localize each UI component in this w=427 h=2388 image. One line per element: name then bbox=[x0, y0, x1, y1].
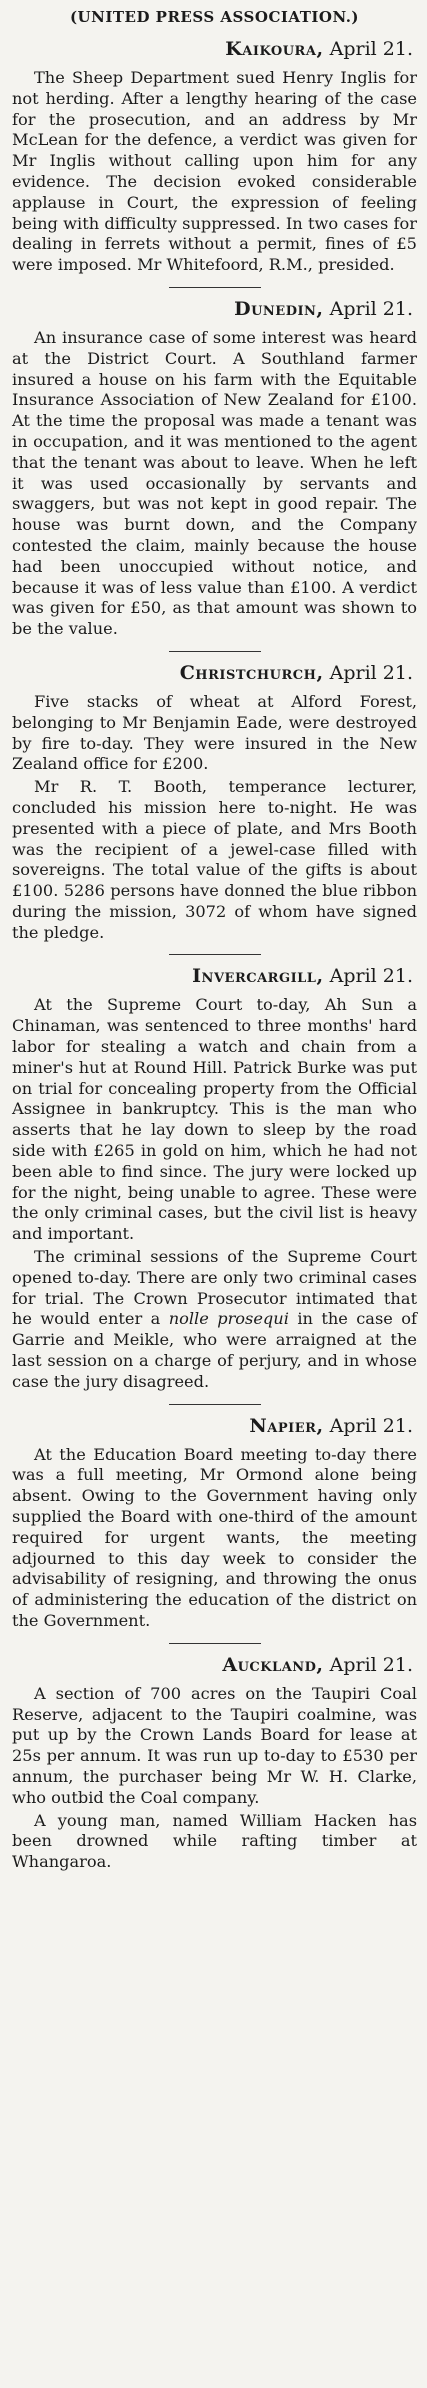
paragraph: At the Supreme Court to-day, Ah Sun a Chinaman, was sentenced to three months' hard labor for stealing a watch and chain from a miner's hut at Round Hill. Patrick Burke was put on trial for concealing property from the Official Assignee in bankruptcy. This is the man who asserts that he lay down to sleep by the road side with £265 in gold on him, which he had not been able to find since. The jury were locked up for the night, being unable to agree. These were the only criminal cases, but the civil list is heavy and important. bbox=[12, 995, 417, 1244]
dateline-auckland bbox=[12, 1654, 413, 1676]
dateline-date: April 21. bbox=[329, 661, 413, 684]
paragraph: A young man, named William Hacken has been drowned while rafting timber at Whangaroa. bbox=[12, 1810, 417, 1872]
paragraph: An insurance case of some interest was heard at the District Court. A Southland farmer insured a house on his farm with the Equitable Insurance Association of New Zealand for £100. At the time the proposal was made a tenant was in occupation, and it was mentioned to the agent that the tenant was about to leave. When he left it was used occasionally by servants and swaggers, but was not kept in good repair. The house was burnt down, and the Company contested the claim, mainly because the house had been unoccupied without notice, and because it was of less value than £100. A verdict was given for £50, as that amount was shown to be the value. bbox=[12, 327, 417, 639]
dateline-date: April 21. bbox=[329, 1653, 413, 1676]
paragraph: A section of 700 acres on the Taupiri Coal Reserve, adjacent to the Taupiri coalmine, was put up by the Crown Lands Board for lease at 25s per annum. It was run up to-day to £530 per annum, the purchaser being Mr W. H. Clarke, who outbid the Coal company. bbox=[12, 1683, 417, 1807]
section-divider bbox=[169, 954, 261, 955]
agency-heading: (UNITED PRESS ASSOCIATION.) bbox=[69, 8, 360, 26]
dateline-date: April 21. bbox=[329, 297, 413, 320]
paragraph: The criminal sessions of the Supreme Court opened to-day. There are only two criminal cases for trial. The Crown Prosecutor intimated that he would enter a nolle prosequi in the case of Garrie and Meikle, who were arraigned at the last session on a charge of perjury, and in whose case the jury disagreed. bbox=[12, 1247, 417, 1391]
dateline-place: Christchurch, bbox=[179, 661, 324, 684]
dateline-date: April 21. bbox=[329, 1414, 413, 1437]
dateline-kaikoura bbox=[12, 38, 413, 60]
dateline-invercargill bbox=[12, 965, 413, 987]
legal-phrase: nolle prosequi bbox=[168, 1309, 289, 1329]
dateline-date: April 21. bbox=[329, 38, 413, 60]
dateline-napier bbox=[12, 1415, 413, 1437]
dateline-christchurch bbox=[12, 662, 413, 684]
dateline-place: Dunedin, bbox=[234, 297, 324, 320]
section-divider bbox=[169, 651, 261, 652]
section-divider bbox=[169, 1404, 261, 1405]
section-divider bbox=[169, 1643, 261, 1644]
dateline-place: Auckland, bbox=[222, 1653, 324, 1676]
paragraph: Five stacks of wheat at Alford Forest, belonging to Mr Benjamin Eade, were destroyed by fire to-day. They were insured in the New Zealand office for £200. bbox=[12, 691, 417, 774]
dateline-place: Invercargill, bbox=[192, 965, 324, 988]
paragraph: Mr R. T. Booth, temperance lecturer, concluded his mission here to-night. He was presented with a piece of plate, and Mrs Booth was the recipient of a jewel-case filled with sovereigns. The total value of the gifts is about £100. 5286 persons have donned the blue ribbon during the mission, 3072 of whom have signed the pledge. bbox=[12, 777, 417, 942]
paragraph: The Sheep Department sued Henry Inglis for not herding. After a lengthy hearing of the case for the prosecution, and an address by Mr McLean for the defence, a verdict was given for Mr Inglis without calling upon him for any evidence. The decision evoked considerable applause in Court, the expression of feeling being with difficulty suppressed. In two cases for dealing in ferrets without a permit, fines of £5 were imposed. Mr Whitefoord, R.M., presided. bbox=[12, 68, 417, 275]
paragraph: At the Education Board meeting to-day there was a full meeting, Mr Ormond alone being absent. Owing to the Government having only supplied the Board with one-third of the amount required for urgent wants, the meeting adjourned to this day week to consider the advisability of resigning, and throwing the onus of administering the education of the district on the Government. bbox=[12, 1444, 417, 1630]
dateline-dunedin bbox=[12, 298, 413, 320]
dateline-place: Napier, bbox=[249, 1414, 324, 1437]
dateline-date: April 21. bbox=[329, 965, 413, 988]
dateline-place: Kaikoura, bbox=[225, 38, 324, 60]
section-divider bbox=[169, 287, 261, 288]
